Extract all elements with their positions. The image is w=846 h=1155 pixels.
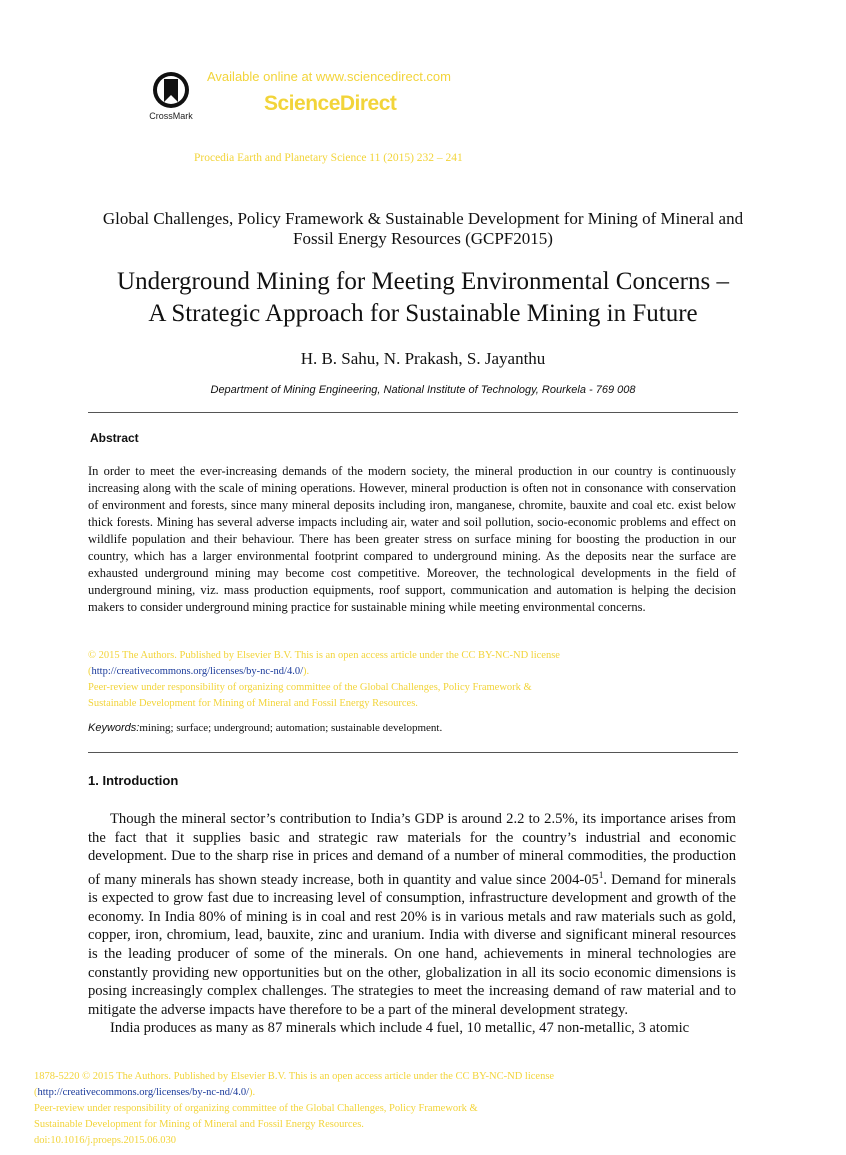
- divider-top: [88, 412, 738, 413]
- conference-name: Global Challenges, Policy Framework & Sustainable Development for Mining of Mineral and Fossil Energy Resources (GCPF2015): [102, 209, 744, 248]
- introduction-body: [88, 810, 736, 1038]
- crossmark-icon: [151, 70, 191, 110]
- paper-title: [60, 266, 786, 330]
- license-line-3: Peer-review under responsibility of organizing committee of the Global Challenges, Policy Framework &: [88, 682, 532, 693]
- license-link-line: (http://creativecommons.org/licenses/by-nc-nd/4.0/).: [88, 666, 310, 677]
- keywords-list: mining; surface; underground; automation; sustainable development.: [139, 722, 443, 734]
- footer-license-link[interactable]: http://creativecommons.org/licenses/by-nc-nd/4.0/: [37, 1087, 250, 1098]
- footer-doi[interactable]: doi:10.1016/j.proeps.2015.06.030: [34, 1135, 177, 1146]
- title-line-1: Underground Mining for Meeting Environmental Concerns –: [117, 268, 729, 295]
- affiliation: Department of Mining Engineering, National Institute of Technology, Rourkela - 769 008: [210, 384, 636, 396]
- license-line-1: © 2015 The Authors. Published by Elsevier B.V. This is an open access article under the CC BY-NC-ND license: [88, 650, 560, 661]
- abstract-text: In order to meet the ever-increasing demands of the modern society, the mineral production in our country is continuously increasing along with the scale of mining operations. However, mineral production is often not in consonance with conservation of environment and forests, since many mineral deposits including iron, manganese, chromite, bauxite and coal etc. exist below thick forests. Mining has several adverse impacts including air, water and soil pollution, socio-economic problems and effect on wildlife population and their behaviour. There has been greater stress on surface mining for boosting the production in our country, which has a larger environmental footprint compared to underground mining. As the deposits near the surface are exhausted underground mining may become cost competitive. Moreover, the technological developments in the field of underground mining, viz. mass production equipments, roof support, communication and automation is helping the decision makers to consider underground mining practice for sustainable mining while meeting environmental concerns.: [88, 464, 736, 614]
- crossmark-logo[interactable]: [145, 70, 197, 121]
- license-line-4: Sustainable Development for Mining of Mineral and Fossil Energy Resources.: [88, 698, 418, 709]
- license-block: [88, 648, 738, 712]
- section-heading-introduction: 1. Introduction: [88, 773, 179, 788]
- license-link[interactable]: http://creativecommons.org/licenses/by-nc-nd/4.0/: [91, 666, 304, 677]
- divider-bottom: [88, 752, 738, 753]
- available-online-text[interactable]: Available online at www.sciencedirect.com: [207, 69, 451, 84]
- footer-line-1: 1878-5220 © 2015 The Authors. Published by Elsevier B.V. This is an open access article under the CC BY-NC-ND license: [34, 1071, 555, 1082]
- intro-paragraph-2: India produces as many as 87 minerals which include 4 fuel, 10 metallic, 47 non-metallic, 3 atomic: [110, 1020, 690, 1037]
- keywords-label: Keywords:: [88, 722, 140, 734]
- abstract-heading: Abstract: [90, 431, 139, 445]
- footer-line-3: Peer-review under responsibility of organizing committee of the Global Challenges, Policy Framework &: [34, 1103, 478, 1114]
- footer-block: [34, 1069, 734, 1149]
- footer-link-line: (http://creativecommons.org/licenses/by-nc-nd/4.0/).: [34, 1087, 256, 1098]
- footnote-ref[interactable]: 1: [598, 869, 604, 880]
- crossmark-label: CrossMark: [149, 111, 193, 121]
- sciencedirect-logo[interactable]: ScienceDirect: [264, 92, 397, 115]
- keywords: [88, 722, 442, 734]
- authors: H. B. Sahu, N. Prakash, S. Jayanthu: [300, 349, 546, 368]
- footer-line-4: Sustainable Development for Mining of Mineral and Fossil Energy Resources.: [34, 1119, 364, 1130]
- intro-paragraph-1: Though the mineral sector’s contribution to India’s GDP is around 2.2 to 2.5%, its importance arises from the fact that it supplies basic and strategic raw materials for the country’s industrial and economic development. Due to the sharp rise in prices and demand of a number of mineral commodities, the production of many minerals has shown steady increase, both in quantity and value since $2004-05^1$. Demand for minerals is expected to grow fast due to increasing level of consumption, infrastructure development and growth of the economy. In India 80% of mining is in coal and rest 20% is in various metals and raw materials such as gold, copper, iron, chromium, lead, bauxite, zinc and uranium. India with diverse and significant mineral resources is the leading producer of some of the minerals. On one hand, achievements in mineral technologies are constantly providing new opportunities but on the other, globalization in all its socio economic dimensions is posing increasingly complex challenges. The strategies to meet the increasing demand of raw material and to mitigate the adverse impacts have therefore to be a part of the mineral development strategy.: [88, 811, 736, 1018]
- journal-reference: Procedia Earth and Planetary Science 11 (2015) 232 – 241: [194, 152, 463, 164]
- title-line-2: A Strategic Approach for Sustainable Mining in Future: [148, 300, 698, 327]
